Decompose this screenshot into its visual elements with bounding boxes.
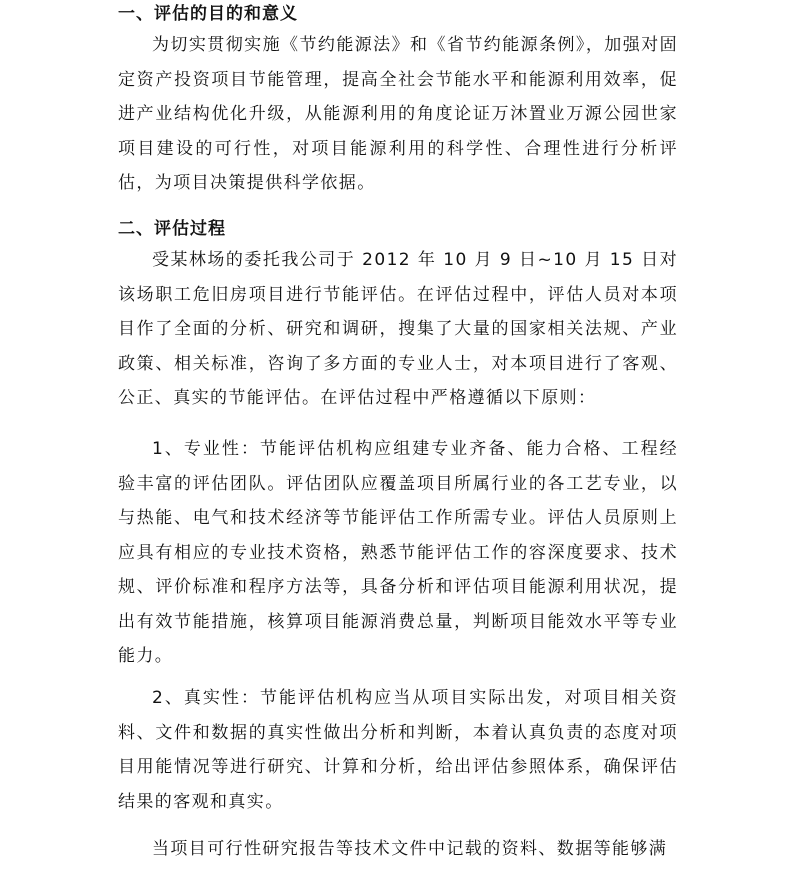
paragraph-purpose: 为切实贯彻实施《节约能源法》和《省节约能源条例》，加强对固定资产投资项目节能管理，提高全社会节能水平和能源利用效率，促进产业结构优化升级，从能源利用的角度论证万沐置业万源公园世家项目建设的可行性，对项目能源利用的科学性、合理性进行分析评估，为项目决策提供科学依据。 — [118, 35, 678, 193]
principle-authenticity: 2、真实性：节能评估机构应当从项目实际出发，对项目相关资料、文件和数据的真实性做出分析和判断，本着认真负责的态度对项目用能情况等进行研究、计算和分析，给出评估参照体系，确保评估结果的客观和真实。 — [118, 688, 678, 812]
section-heading-process: 二、评估过程 — [118, 219, 226, 239]
principle-professionalism: 1、专业性：节能评估机构应组建专业齐备、能力合格、工程经验丰富的评估团队。评估团队应覆盖项目所属行业的各工艺专业，以与热能、电气和技术经济等节能评估工作所需专业。评估人员原则上应具有相应的专业技术资格，熟悉节能评估工作的容深度要求、技术规、评价标准和程序方法等，具备分析和评估项目能源利用状况，提出有效节能措施，核算项目能源消费总量，判断项目能效水平等专业能力。 — [118, 439, 678, 666]
section-heading-purpose: 一、评估的目的和意义 — [118, 4, 298, 24]
paragraph-process: 受某林场的委托我公司于 2012 年 10 月 9 日~10 月 15 日对该场职工危旧房项目进行节能评估。在评估过程中，评估人员对本项目作了全面的分析、研究和调研，搜集了大量的国家相关法规、产业政策、相关标准，咨询了多方面的专业人士，对本项目进行了客观、公正、真实的节能评估。在评估过程中严格遵循以下原则： — [118, 250, 678, 408]
paragraph-continuation: 当项目可行性研究报告等技术文件中记载的资料、数据等能够满 — [152, 839, 668, 859]
